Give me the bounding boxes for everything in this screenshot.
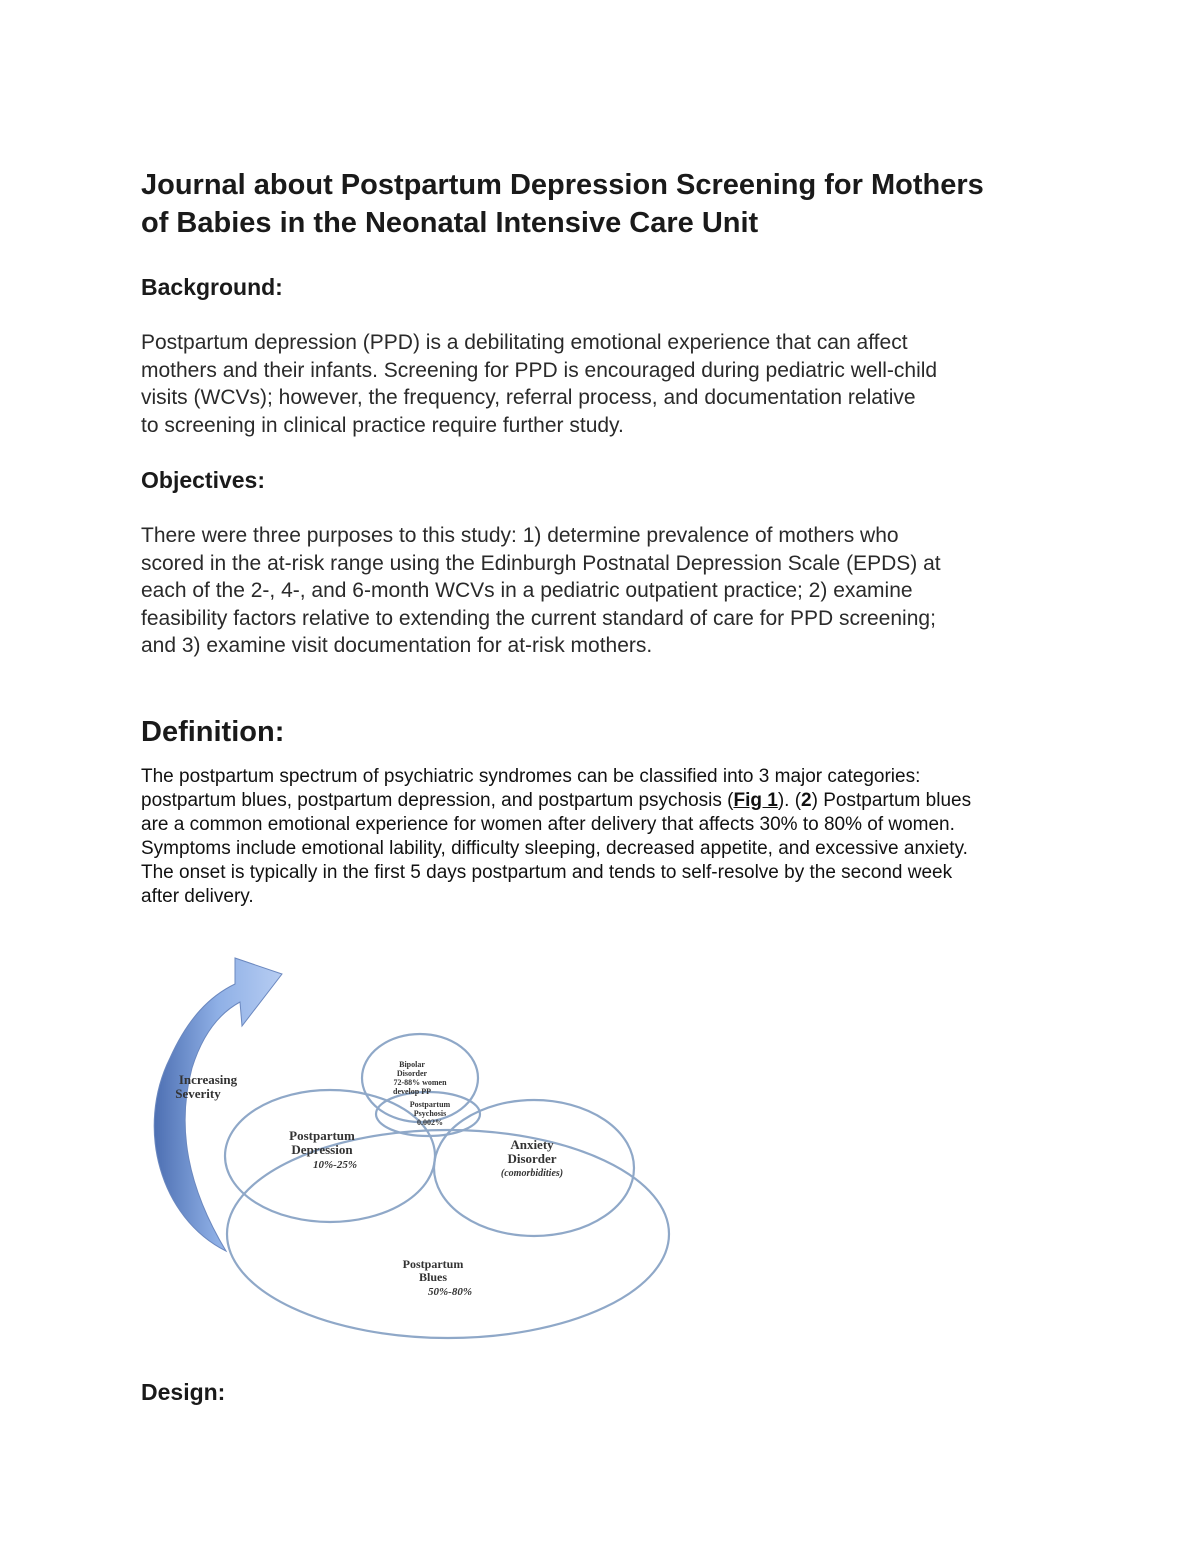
text-line: scored in the at-risk range using the Edinburgh Postnatal Depression Scale (EPDS) at [141, 551, 941, 575]
text-line: feasibility factors relative to extending the current standard of care for PPD screening; [141, 606, 936, 630]
text-line: each of the 2-, 4-, and 6-month WCVs in a pediatric outpatient practice; 2) examine [141, 579, 913, 602]
psychosis-label: Psychosis [413, 1109, 447, 1118]
psychosis-label: 0.002% [417, 1118, 443, 1127]
title-line: Journal about Postpartum Depression Screening for Mothers [141, 169, 984, 201]
text-line: visits (WCVs); however, the frequency, referral process, and documentation relative [141, 386, 916, 409]
blues-label: Blues [418, 1270, 448, 1284]
text-line: to screening in clinical practice require further study. [141, 413, 624, 437]
reference-2-link[interactable]: 2 [801, 790, 812, 811]
text-line: are a common emotional experience for women after delivery that affects 30% to 80% of women. [141, 814, 955, 835]
depression-label: Postpartum [289, 1128, 355, 1143]
definition-paragraph [141, 765, 1061, 909]
document-title [141, 166, 1081, 242]
psychosis-label: Postpartum [409, 1100, 451, 1109]
text-segment: ) Postpartum blues [811, 790, 972, 811]
bipolar-label: Bipolar [399, 1060, 425, 1069]
text-line: Postpartum depression (PPD) is a debilitating emotional experience that can affect [141, 331, 908, 354]
anxiety-label: Disorder [507, 1151, 557, 1166]
definition-heading: Definition: [141, 716, 285, 748]
depression-label: Depression [291, 1142, 353, 1157]
background-heading: Background: [141, 274, 283, 300]
arrow-label: Severity [175, 1086, 221, 1101]
text-line: The onset is typically in the first 5 days postpartum and tends to self-resolve by the second week [141, 862, 953, 883]
objectives-paragraph [141, 522, 1051, 660]
text-line: There were three purposes to this study: 1) determine prevalence of mothers who [141, 524, 899, 547]
anxiety-label: Anxiety [510, 1137, 554, 1152]
text-line [141, 789, 1061, 813]
blues-label: Postpartum [402, 1257, 464, 1271]
objectives-heading: Objectives: [141, 467, 265, 493]
anxiety-note: (comorbidities) [500, 1168, 564, 1179]
text-segment: ). ( [777, 790, 802, 811]
background-paragraph [141, 329, 1051, 439]
text-line: The postpartum spectrum of psychiatric syndromes can be classified into 3 major categories: [141, 766, 921, 787]
bipolar-label: 72-88% women [393, 1078, 447, 1087]
text-line: after delivery. [141, 886, 254, 907]
text-line: Symptoms include emotional lability, difficulty sleeping, decreased appetite, and excessive anxiety. [141, 838, 968, 859]
title-line: of Babies in the Neonatal Intensive Care Unit [141, 207, 759, 239]
arrow-label: Increasing [178, 1072, 238, 1087]
postpartum-spectrum-figure [140, 918, 680, 1348]
bipolar-label: develop PP [393, 1087, 431, 1096]
bipolar-label: Disorder [396, 1069, 428, 1078]
text-line: and 3) examine visit documentation for at-risk mothers. [141, 634, 653, 657]
design-heading: Design: [141, 1379, 226, 1405]
figure-1-link[interactable]: Fig 1 [733, 790, 778, 811]
blues-percent: 50%-80% [428, 1286, 472, 1298]
text-segment: postpartum blues, postpartum depression, and postpartum psychosis ( [141, 790, 734, 811]
depression-percent: 10%-25% [313, 1159, 357, 1171]
text-line: mothers and their infants. Screening for PPD is encouraged during pediatric well-child [141, 358, 938, 382]
blues-circle [227, 1130, 669, 1338]
